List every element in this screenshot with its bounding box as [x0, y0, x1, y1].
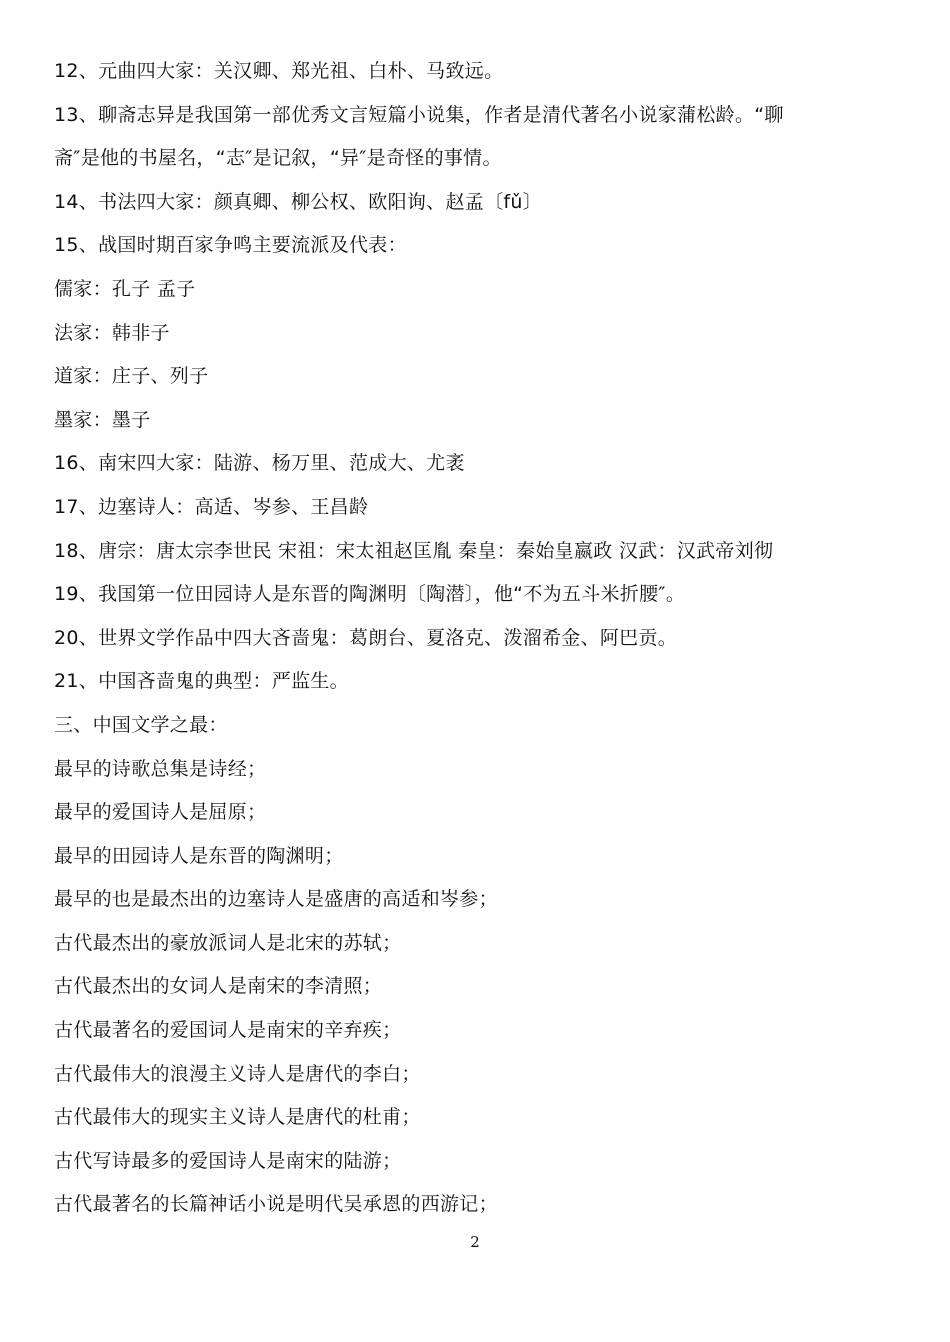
- section-heading: 三、中国文学之最：: [54, 713, 228, 736]
- text-line: 19、我国第一位田园诗人是东晋的陶渊明〔陶潜〕，他“不为五斗米折腰″。: [54, 583, 686, 606]
- text-line: 最早的爱国诗人是屈原；: [54, 801, 267, 824]
- text-line: 14、书法四大家：颜真卿、柳公权、欧阳询、赵孟〔fǔ〕: [54, 190, 543, 213]
- text-line: 13、聊斋志异是我国第一部优秀文言短篇小说集，作者是清代著名小说家蒲松龄。“聊: [54, 103, 784, 126]
- text-line: 17、边塞诗人：高适、岑参、王昌龄: [54, 495, 369, 518]
- text-line: 古代最伟大的现实主义诗人是唐代的杜甫；: [54, 1106, 421, 1129]
- text-line: 12、元曲四大家：关汉卿、郑光祖、白朴、马致远。: [54, 60, 504, 82]
- document-body: [54, 50, 904, 1227]
- text-line: 20、世界文学作品中四大吝啬鬼：葛朗台、夏洛克、泼溜希金、阿巴贡。: [54, 626, 678, 649]
- text-line: 15、战国时期百家争鸣主要流派及代表：: [54, 234, 407, 257]
- text-line: 古代最著名的爱国词人是南宋的辛弃疾；: [54, 1019, 402, 1042]
- text-line: 古代最杰出的女词人是南宋的李清照；: [54, 975, 383, 998]
- text-line: 道家：庄子、列子: [54, 365, 209, 388]
- text-line: 法家：韩非子: [54, 321, 170, 344]
- text-line: 古代写诗最多的爱国诗人是南宋的陆游；: [54, 1149, 402, 1172]
- text-line: 最早的也是最杰出的边塞诗人是盛唐的高适和岑参；: [54, 888, 498, 911]
- text-line: 古代最著名的长篇神话小说是明代吴承恩的西游记；: [54, 1193, 498, 1216]
- text-line: 16、南宋四大家：陆游、杨万里、范成大、尤袤: [54, 452, 465, 475]
- text-line: 古代最伟大的浪漫主义诗人是唐代的李白；: [54, 1062, 421, 1085]
- text-line: 儒家：孔子 孟子: [54, 277, 196, 300]
- text-line: 21、中国吝啬鬼的典型：严监生。: [54, 670, 349, 693]
- text-line: 斋″是他的书屋名，“志″是记叙，“异″是奇怪的事情。: [54, 147, 502, 170]
- text-line: 18、唐宗：唐太宗李世民 宋祖：宋太祖赵匡胤 秦皇：秦始皇嬴政 汉武：汉武帝刘彻: [54, 539, 774, 562]
- page-number: 2: [470, 1233, 480, 1251]
- text-line: 最早的诗歌总集是诗经；: [54, 757, 267, 780]
- text-line: 古代最杰出的豪放派词人是北宋的苏轼；: [54, 931, 402, 954]
- text-line: 最早的田园诗人是东晋的陶渊明；: [54, 844, 344, 867]
- text-line: 墨家：墨子: [54, 408, 151, 431]
